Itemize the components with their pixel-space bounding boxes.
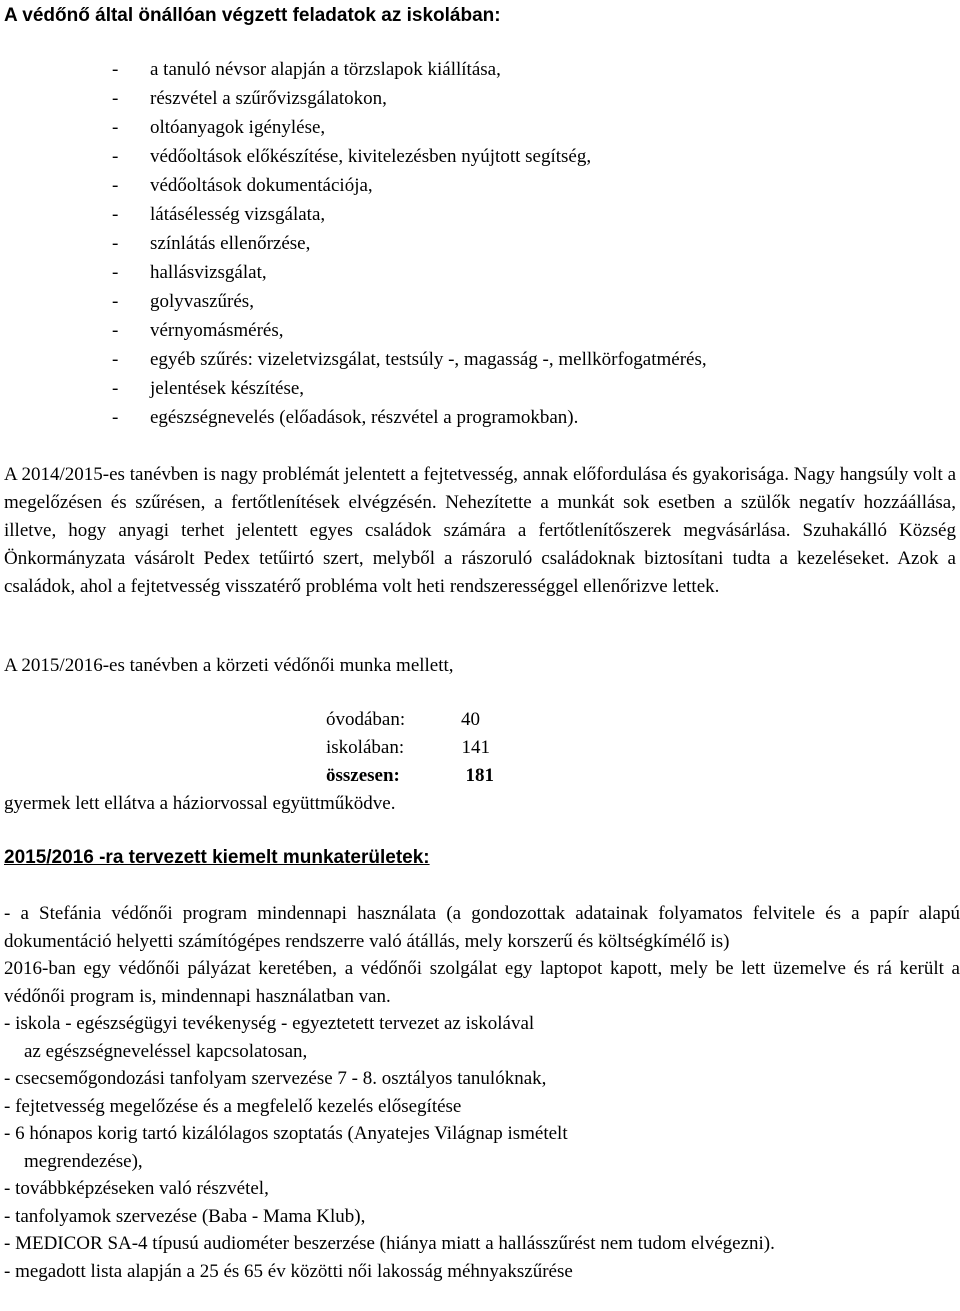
list-item-text: vérnyomásmérés, <box>150 320 284 341</box>
list-dash: - <box>112 262 119 283</box>
count-label: iskolában: <box>326 737 405 758</box>
list-item <box>112 261 707 290</box>
count-row-total <box>326 762 494 790</box>
plan-item: - továbbképzéseken való részvétel, <box>4 1178 269 1199</box>
list-item-text: hallásvizsgálat, <box>150 262 267 283</box>
task-list <box>112 58 707 435</box>
list-item-text: színlátás ellenőrzése, <box>150 233 311 254</box>
children-counts <box>326 706 494 790</box>
count-row-school <box>326 734 494 762</box>
list-item-text: látásélesség vizsgálata, <box>150 204 326 225</box>
list-item <box>112 58 707 87</box>
list-item-text: jelentések készítése, <box>150 378 305 399</box>
list-item <box>112 232 707 261</box>
plan-item: - csecsemőgondozási tanfolyam szervezése 7 - 8. osztályos tanulóknak, <box>4 1068 547 1089</box>
list-item-text: oltóanyagok igénylése, <box>150 117 326 138</box>
plan-item: - megadott lista alapján a 25 és 65 év közötti női lakosság méhnyakszűrése <box>4 1260 573 1282</box>
list-dash: - <box>112 146 119 167</box>
count-value: 141 <box>461 737 490 758</box>
list-item <box>112 348 707 377</box>
list-item <box>112 319 707 348</box>
plan-item: - tanfolyamok szervezése (Baba - Mama Klub), <box>4 1205 366 1227</box>
count-value: 40 <box>461 709 480 730</box>
count-label: összesen: <box>326 765 400 786</box>
list-dash: - <box>112 204 119 225</box>
section-heading: A védőnő által önállóan végzett feladatok az iskolában: <box>4 5 501 26</box>
list-dash: - <box>112 175 119 196</box>
list-item <box>112 203 707 232</box>
count-label: óvodában: <box>326 709 406 730</box>
list-dash: - <box>112 291 119 312</box>
list-dash: - <box>112 320 119 341</box>
paragraph-2014-2015: A 2014/2015-es tanévben is nagy problémát jelentett a fejtetvesség, annak előfordulása és gyakorisága. Nagy hangsúly volt a megelőzésen és szűrésen, a fertőtlenítések elvégzésén. Nehezítette a munkát sok esetben a szülők negatív hozzáállása, illetve, hogy anyagi terhet jelentett egyes családok számára a fertőtlenítőszerek megvásárlása. Szuhakálló Község Önkormányzata vásárolt Pedex tetűirtó szert, melyből a rászoruló családoknak biztosítani tudta a kezeléseket. Azok a családok, ahol a fejtetvesség visszatérő probléma volt heti rendszerességgel ellenőrizve lettek. <box>4 464 956 597</box>
plan-item: megrendezése), <box>24 1150 143 1172</box>
list-dash: - <box>112 59 119 80</box>
list-item-text: védőoltások előkészítése, kivitelezésben nyújtott segítség, <box>150 146 592 167</box>
list-dash: - <box>112 88 119 109</box>
list-dash: - <box>112 117 119 138</box>
paragraph-2015-2016-outro: gyermek lett ellátva a háziorvossal együttműködve. <box>4 793 396 814</box>
list-dash: - <box>112 407 119 428</box>
list-item <box>112 406 707 435</box>
list-item-text: részvétel a szűrővizsgálatokon, <box>150 88 387 109</box>
list-item-text: egészségnevelés (előadások, részvétel a programokban). <box>150 407 579 428</box>
list-dash: - <box>112 233 119 254</box>
list-item <box>112 290 707 319</box>
list-item <box>112 145 707 174</box>
count-value: 181 <box>465 765 494 786</box>
list-item-text: védőoltások dokumentációja, <box>150 175 373 196</box>
plan-item: - iskola - egészségügyi tevékenység - egyeztetett tervezet az iskolával <box>4 1013 535 1034</box>
plan-list <box>4 900 960 1285</box>
list-item-text: a tanuló névsor alapján a törzslapok kiállítása, <box>150 59 501 80</box>
plan-item: - fejtetvesség megelőzése és a megfelelő kezelés elősegítése <box>4 1095 462 1117</box>
count-row-kindergarten <box>326 706 494 734</box>
list-dash: - <box>112 349 119 370</box>
list-dash: - <box>112 378 119 399</box>
plan-item: az egészségneveléssel kapcsolatosan, <box>24 1040 308 1062</box>
list-item-text: egyéb szűrés: vizeletvizsgálat, testsúly -, magasság -, mellkörfogatmérés, <box>150 349 707 370</box>
plan-item: - MEDICOR SA-4 típusú audiométer beszerzése (hiánya miatt a hallásszűrést nem tudom elvégezni). <box>4 1233 775 1254</box>
list-item <box>112 87 707 116</box>
plan-item: 2016-ban egy védőnői pályázat keretében, a védőnői szolgálat egy laptopot kapott, mely be lett üzemelve és rá került a védőnői program is, mindennapi használatban van. <box>4 958 960 1007</box>
plan-item: - 6 hónapos korig tartó kizálólagos szoptatás (Anyatejes Világnap ismételt <box>4 1123 568 1144</box>
list-item <box>112 174 707 203</box>
paragraph-2015-2016-intro: A 2015/2016-es tanévben a körzeti védőnői munka mellett, <box>4 655 454 676</box>
plan-heading: 2015/2016 -ra tervezett kiemelt munkaterületek: <box>4 847 430 868</box>
list-item <box>112 116 707 145</box>
list-item-text: golyvaszűrés, <box>150 291 254 312</box>
plan-item: - a Stefánia védőnői program mindennapi használata (a gondozottak adatainak folyamatos felvitele és a papír alapú dokumentáció helyetti számítógépes rendszerre való átállás, mely korszerű és költségkímélő is) <box>4 903 960 952</box>
list-item <box>112 377 707 406</box>
